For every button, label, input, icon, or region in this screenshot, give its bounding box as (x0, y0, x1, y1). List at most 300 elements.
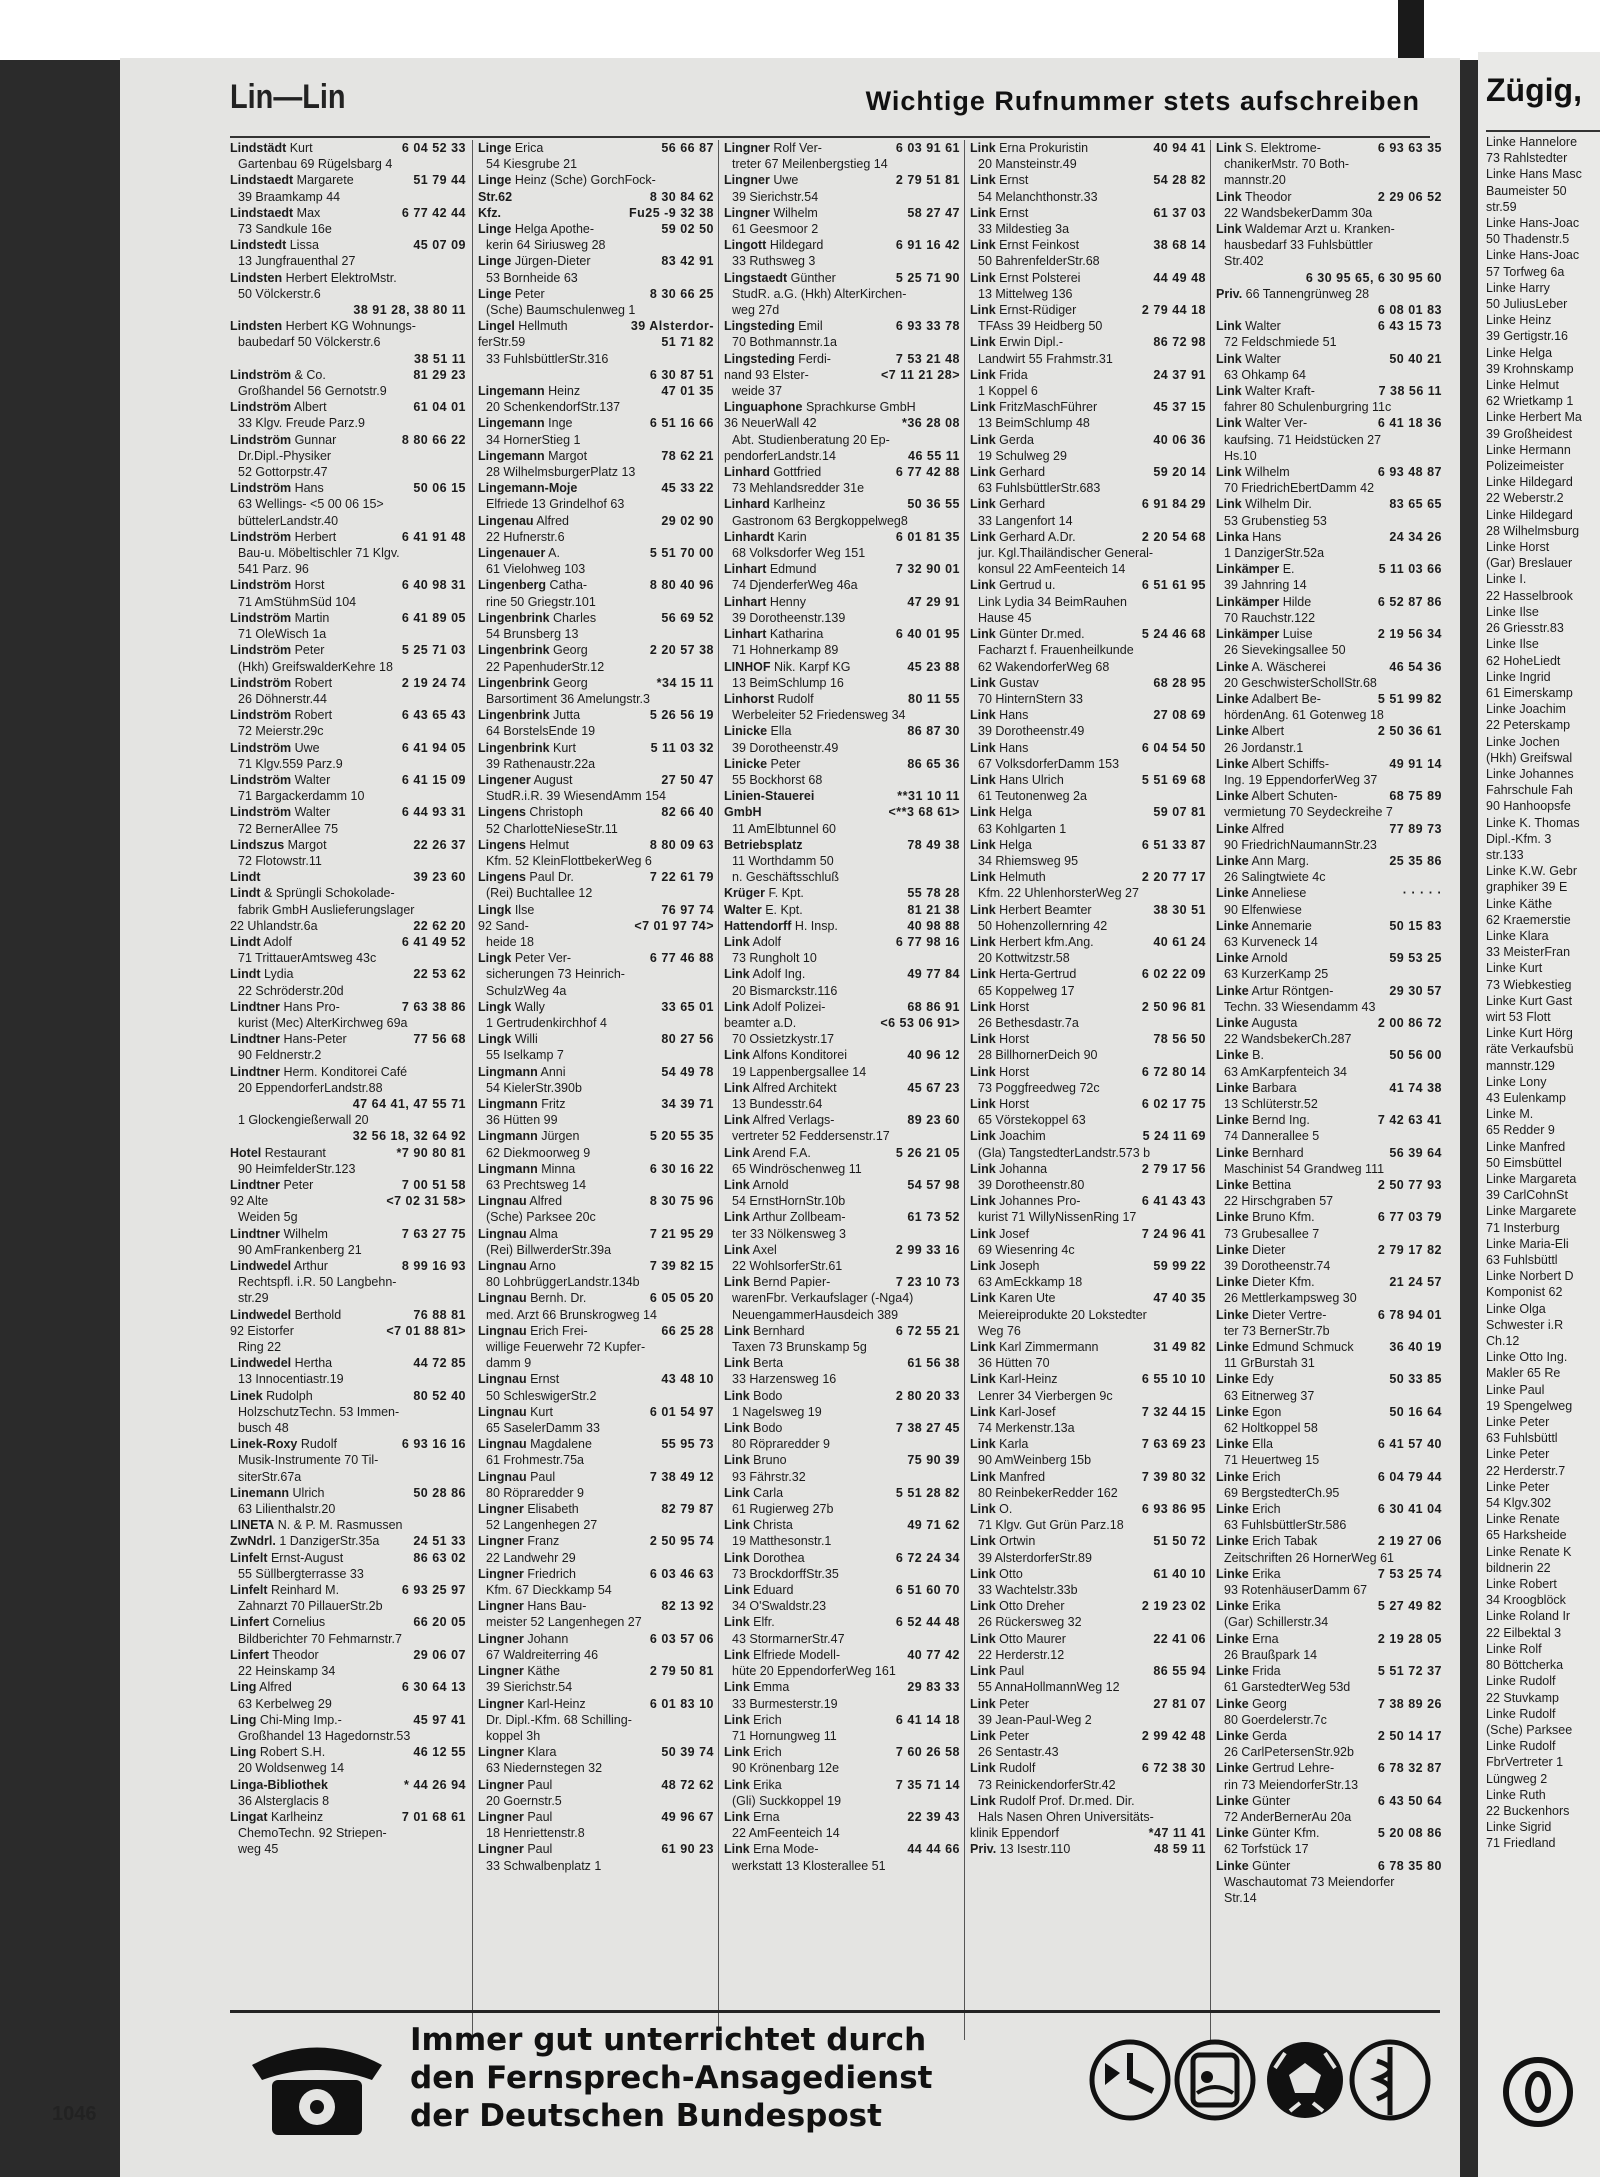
adjacent-page-line: 22 Herderstr.7 (1486, 1463, 1566, 1478)
entry-name: Lingnau Magdalene (478, 1437, 592, 1452)
entry-name: Link Herta-Gertrud (970, 967, 1077, 982)
entry-phone-number: 6 43 50 64 (1377, 1793, 1442, 1808)
entry-phone-number: 29 02 90 (661, 513, 714, 528)
directory-entry (230, 918, 466, 934)
entry-address: 22 WandsbekerCh.287 (1224, 1032, 1352, 1047)
entry-address: 63 Ohkamp 64 (1224, 367, 1306, 382)
entry-name: Link Walter Kraft- (1216, 384, 1315, 399)
adjacent-page-line: Linke Johannes (1486, 766, 1574, 781)
directory-entry (970, 367, 1206, 383)
entry-address: 67 VolksdorferDamm 153 (978, 756, 1120, 771)
adjacent-page-line: Linke Hermann (1486, 442, 1571, 457)
entry-name: Linke Egon (1216, 1404, 1282, 1419)
entry-address: (Hkh) GreifswalderKehre 18 (238, 659, 393, 674)
entry-name: Linhart Katharina (724, 627, 824, 642)
entry-phone-number: 7 53 21 48 (895, 351, 960, 366)
entry-name: Hattendorff H. Insp. (724, 918, 838, 933)
directory-entry (478, 950, 714, 966)
directory-entry (230, 1388, 466, 1404)
entry-name: Link Erna (724, 1809, 780, 1824)
entry-phone-number: <7 01 88 81> (386, 1323, 466, 1338)
adjacent-page-line: Linke Margareta (1486, 1172, 1577, 1186)
entry-phone-number: 8 99 16 93 (401, 1259, 466, 1274)
entry-phone-number: 6 44 93 31 (401, 805, 466, 820)
entry-phone-number: 61 04 01 (413, 400, 466, 415)
adjacent-page-line: Linke Margarete (1486, 1204, 1577, 1219)
entry-address: warenFbr. Verkaufslager (-Nga4) (732, 1291, 914, 1306)
entry-name: Lingner Elisabeth (478, 1502, 579, 1517)
directory-entry (478, 318, 714, 334)
entry-phone-number: 6 43 65 43 (401, 708, 466, 723)
entry-address: 50 SchleswigerStr.2 (486, 1388, 597, 1403)
entry-address: 22 Schröderstr.20d (238, 983, 344, 998)
directory-entry (230, 480, 466, 496)
entry-address: siterStr.67a (238, 1469, 302, 1484)
directory-entry (970, 399, 1206, 415)
entry-name: Linke Adalbert Be- (1216, 691, 1321, 706)
entry-name: Lingner Rolf Ver- (724, 141, 822, 155)
directory-entry (970, 902, 1206, 918)
directory-entry (970, 1469, 1206, 1485)
entry-address: StudR.i.R. 39 WiesendAmm 154 (486, 789, 666, 804)
entry-phone-number: 5 11 03 66 (1378, 562, 1442, 577)
entry-name: Lindström Albert (230, 400, 327, 415)
entry-name: Lingk Wally (478, 999, 545, 1014)
entry-phone-number: 6 40 98 31 (401, 578, 466, 593)
entry-name: Lindström Gunnar (230, 432, 337, 447)
directory-entry (478, 415, 714, 431)
entry-phone-number: 86 65 36 (907, 756, 960, 771)
entry-phone-number: 5 51 99 82 (1377, 691, 1442, 706)
directory-entry (724, 1744, 960, 1760)
directory-entry (724, 237, 960, 253)
directory-entry (478, 1258, 714, 1274)
adjacent-page-line: Linke Ingrid (1486, 669, 1551, 684)
entry-phone-number: 24 51 33 (413, 1534, 466, 1549)
entry-name: Lingner Klara (478, 1745, 557, 1760)
entry-address: 33 Langenfort 14 (978, 513, 1073, 528)
entry-phone-number: 22 39 43 (907, 1809, 960, 1824)
entry-phone-number: 6 41 94 05 (401, 740, 466, 755)
entry-name: Linka Hans (1216, 529, 1282, 544)
directory-entry (1216, 189, 1442, 205)
entry-phone-number: 6 41 43 43 (1141, 1194, 1206, 1209)
entry-name: Lingmann Fritz (478, 1096, 566, 1111)
entry-phone-number: 49 91 14 (1389, 756, 1442, 771)
entry-phone-number: 6 51 60 70 (895, 1583, 960, 1598)
adjacent-page-line: Linke Maria-Eli (1486, 1236, 1569, 1251)
entry-phone-number: 21 24 57 (1389, 1275, 1442, 1290)
entry-address: 73 Mehlandsredder 31e (732, 481, 865, 496)
entry-address: 34 Rhiemsweg 95 (978, 853, 1079, 868)
directory-entry (478, 1323, 714, 1339)
entry-address: (Rei) Buchtallee 12 (486, 886, 593, 901)
directory-entry (230, 140, 466, 156)
entry-address: NeuengammerHausdeich 389 (732, 1307, 899, 1322)
directory-entry (230, 1614, 466, 1630)
directory-column-4 (964, 140, 1206, 2040)
entry-phone-number: 6 55 10 10 (1141, 1372, 1206, 1387)
entry-address: 62 Holtkoppel 58 (1224, 1421, 1318, 1436)
entry-name: Lingenbrink Charles (478, 610, 597, 625)
entry-address: 63 Prechtsweg 14 (486, 1178, 587, 1192)
entry-phone-number: 77 89 73 (1389, 821, 1442, 836)
entry-address: Zahnarzt 70 PillauerStr.2b (238, 1599, 383, 1614)
directory-entry (970, 1841, 1206, 1857)
entry-address: 26 Rückersweg 32 (978, 1615, 1082, 1630)
directory-entry (230, 1744, 466, 1760)
directory-entry (1216, 885, 1442, 901)
directory-entry (478, 1744, 714, 1760)
directory-entry (478, 642, 714, 658)
directory-entry (230, 1550, 466, 1566)
entry-name: Lingk Ilse (478, 902, 535, 917)
entry-address: 63 FuhlsbüttlerStr.586 (1224, 1518, 1347, 1533)
entry-address: 54 Brunsberg 13 (486, 627, 579, 642)
entry-name: Lingner Friedrich (478, 1566, 576, 1581)
entry-phone-number: 5 26 21 05 (895, 1145, 960, 1160)
directory-entry (970, 1258, 1206, 1274)
adjacent-page-line: Linke Heinz (1486, 313, 1552, 328)
entry-phone-number: 39 Alsterdor- (630, 319, 714, 334)
entry-name: Lingnau Kurt (478, 1404, 554, 1419)
entry-name: Lingens Christoph (478, 805, 583, 820)
directory-entry (478, 772, 714, 788)
entry-name: Lingemann Inge (478, 416, 573, 431)
entry-address: 73 BrockdorffStr.35 (732, 1566, 839, 1581)
directory-entry (1216, 1371, 1442, 1387)
directory-entry (724, 756, 960, 772)
entry-name: Linhart Henny (724, 594, 806, 609)
directory-entry (478, 675, 714, 691)
entry-address: 22 WohlsorferStr.61 (732, 1259, 843, 1274)
entry-address: Zeitschriften 26 HornerWeg 61 (1224, 1550, 1394, 1565)
entry-address: 54 Kiesgrube 21 (486, 157, 578, 172)
entry-address: 20 GeschwisterSchollStr.68 (1224, 675, 1377, 690)
directory-entry (1216, 1209, 1442, 1225)
directory-entry (478, 172, 714, 188)
directory-entry (724, 270, 960, 286)
entry-phone-number: 6 04 79 44 (1377, 1469, 1442, 1484)
entry-address: (Sche) Baumschulenweg 1 (486, 303, 636, 318)
book-binding (1398, 0, 1424, 60)
entry-name: Lingener August (478, 772, 573, 787)
entry-name: Lingnau Arno (478, 1259, 556, 1274)
adjacent-page-line: Linke Hans-Joac (1486, 216, 1580, 231)
entry-phone-number: 81 29 23 (413, 367, 466, 382)
adjacent-page-line: Linke Hans Masc (1486, 167, 1582, 182)
adjacent-page-line: 90 Hanhoopsfe (1486, 799, 1571, 814)
entry-address: konsul 22 AmFeenteich 14 (978, 562, 1126, 577)
entry-address: 72 Meierstr.29c (238, 724, 324, 739)
entry-phone-number: 31 49 82 (1153, 1340, 1206, 1355)
directory-entry (478, 869, 714, 885)
directory-entry (230, 399, 466, 415)
directory-entry (1216, 1858, 1442, 1874)
entry-address: 36 Alsterglacis 8 (238, 1793, 330, 1808)
entry-address: 36 Hütten 99 (486, 1113, 558, 1128)
entry-name: Link Peter (970, 1728, 1030, 1743)
entry-name: Lindström Martin (230, 610, 330, 625)
entry-phone-number: 7 39 80 32 (1141, 1469, 1206, 1484)
directory-entry (724, 367, 960, 383)
entry-name: Linkämper Hilde (1216, 594, 1312, 609)
adjacent-page-line: Linke Kurt (1486, 961, 1543, 976)
entry-phone-number: 7 35 71 14 (895, 1777, 960, 1792)
entry-name: Link Horst (970, 1064, 1030, 1079)
entry-phone-number: 6 93 86 95 (1141, 1502, 1206, 1517)
entry-name: 36 NeuerWall 42 (724, 416, 817, 431)
entry-address: 39 Dorotheenstr.49 (978, 724, 1085, 739)
entry-name: Linke Alfred (1216, 821, 1285, 836)
entry-name: Lindsten Herbert ElektroMstr. (230, 270, 397, 285)
entry-name: Link S. Elektrome- (1216, 141, 1321, 155)
directory-entry (724, 934, 960, 950)
entry-address: 39 Sierichstr.54 (486, 1680, 573, 1695)
entry-name: Lingner Paul (478, 1777, 553, 1792)
directory-entry (230, 318, 466, 334)
directory-entry (724, 1388, 960, 1404)
entry-name: Link Emma (724, 1680, 790, 1695)
entry-name: Link Wilhelm Dir. (1216, 497, 1312, 512)
entry-name: Lindtner Hans-Peter (230, 1032, 347, 1047)
adjacent-page-line: (Sche) Parksee (1486, 1722, 1573, 1737)
entry-address: StudR. a.G. (Hkh) AlterKirchen- (732, 286, 907, 301)
entry-address: 43 StormarnerStr.47 (732, 1631, 845, 1646)
directory-entry (230, 966, 466, 982)
entry-address: 67 Waldreiterring 46 (486, 1647, 599, 1662)
entry-address: 541 Parz. 96 (238, 562, 309, 577)
directory-entry (970, 1696, 1206, 1712)
directory-entry (970, 1064, 1206, 1080)
entry-phone-number: 40 06 36 (1153, 432, 1206, 447)
entry-phone-number: 59 02 50 (661, 222, 714, 237)
directory-entry (230, 1145, 466, 1161)
directory-entry (230, 1582, 466, 1598)
entry-address: weg 45 (238, 1842, 279, 1857)
entry-address: Maschinist 54 Grandweg 111 (1224, 1161, 1385, 1176)
entry-phone-number: 7 63 69 23 (1141, 1437, 1206, 1452)
entry-address: 61 GarstedterWeg 53d (1224, 1680, 1351, 1695)
entry-address: 39 Sierichstr.54 (732, 189, 819, 204)
entry-name: Linke Ann Marg. (1216, 853, 1310, 868)
directory-entry (724, 1015, 960, 1031)
entry-name: Lindström Herbert (230, 529, 337, 544)
adjacent-page-line: 62 Kraemerstie (1486, 912, 1571, 927)
entry-address: 26 Jordanstr.1 (1224, 740, 1304, 755)
entry-phone-number: 50 16 64 (1389, 1404, 1442, 1419)
entry-phone-number: 27 50 47 (661, 772, 714, 787)
entry-phone-number: 76 97 74 (661, 902, 714, 917)
entry-name: Linemann Ulrich (230, 1485, 325, 1500)
directory-entry (1216, 723, 1442, 739)
directory-entry (1216, 1177, 1442, 1193)
directory-entry (970, 1031, 1206, 1047)
advertisement-line-3: der Deutschen Bundespost (410, 2098, 882, 2134)
entry-phone-number: 33 65 01 (661, 999, 714, 1014)
directory-entry (230, 837, 466, 853)
entry-phone-number: 78 56 50 (1153, 1032, 1206, 1047)
adjacent-page-line: str.59 (1486, 199, 1517, 214)
entry-name: Lindszus Margot (230, 837, 327, 852)
directory-entry (724, 999, 960, 1015)
adjacent-page-line: (Hkh) Greifswal (1486, 750, 1573, 765)
directory-entry (724, 561, 960, 577)
directory-entry (478, 253, 714, 269)
adjacent-page-line: Linke Otto Ing. (1486, 1350, 1568, 1365)
entry-phone-number: 75 90 39 (907, 1453, 960, 1468)
adjacent-page-line: 39 Großheidest (1486, 426, 1573, 441)
entry-phone-number: 66 25 28 (661, 1323, 714, 1338)
entry-address: koppel 3h (486, 1728, 541, 1743)
adjacent-page (1478, 52, 1600, 2177)
entry-address: 26 Bethesdastr.7a (978, 1015, 1079, 1030)
directory-entry (1216, 1307, 1442, 1323)
entry-address: 70 Ossietzkystr.17 (732, 1032, 835, 1047)
directory-page (120, 58, 1460, 2177)
directory-entry (724, 837, 960, 853)
entry-name: Link FritzMaschFührer (970, 400, 1098, 415)
directory-entry (230, 1177, 466, 1193)
entry-name: Linke Bruno Kfm. (1216, 1210, 1315, 1225)
adjacent-page-line: Linke Peter (1486, 1447, 1550, 1462)
adjacent-page-line: FbrVertreter 1 (1486, 1755, 1564, 1770)
entry-phone-number: 59 20 14 (1153, 465, 1206, 480)
entry-name: Link Bodo (724, 1421, 783, 1436)
entry-name: Linge Helga Apothe- (478, 222, 595, 237)
adjacent-page-line: graphiker 39 E (1486, 880, 1568, 895)
entry-phone-number: 48 72 62 (661, 1777, 714, 1792)
directory-entry (970, 804, 1206, 820)
entry-name: Linfelt Reinhard M. (230, 1583, 340, 1598)
entry-name: Lindström Hans (230, 481, 324, 496)
entry-name: Lingenau Alfred (478, 513, 569, 528)
entry-address: 62 Torfstück 17 (1224, 1842, 1309, 1857)
entry-name: Link Eduard (724, 1583, 794, 1598)
entry-address: 71 Bargackerdamm 10 (238, 789, 365, 804)
entry-name: Linga-Bibliothek (230, 1777, 328, 1792)
directory-entry (724, 659, 960, 675)
directory-entry (970, 869, 1206, 885)
entry-address: 73 Poggfreedweg 72c (978, 1080, 1100, 1095)
directory-entry (970, 1501, 1206, 1517)
adjacent-page-line: Linke Herbert Ma (1486, 410, 1582, 425)
entry-name (1216, 302, 1374, 318)
directory-entry (230, 1307, 466, 1323)
entry-phone-number: 86 63 02 (413, 1550, 466, 1565)
directory-entry (230, 1809, 466, 1825)
entry-name: Link Wilhelm (1216, 465, 1290, 480)
entry-phone-number: 6 77 42 44 (401, 205, 466, 220)
adjacent-page-line: Linke Renate (1486, 1512, 1560, 1527)
entry-name: Link Erna Prokuristin (970, 141, 1089, 155)
directory-entry (1216, 1015, 1442, 1031)
entry-phone-number: 50 06 15 (413, 481, 466, 496)
entry-phone-number: 47 01 35 (661, 384, 714, 399)
entry-address: Großhandel 13 Hagedornstr.53 (238, 1728, 411, 1743)
directory-entry (724, 723, 960, 739)
directory-entry (724, 1209, 960, 1225)
entry-phone-number: 6 52 44 48 (895, 1615, 960, 1630)
entry-phone-number: 51 79 44 (413, 173, 466, 188)
entry-phone-number: 6 93 25 97 (401, 1583, 466, 1598)
adjacent-page-line: Linke K.W. Gebr (1486, 864, 1578, 879)
entry-name: Lindt (230, 870, 261, 885)
entry-address: 50 Völckerstr.6 (238, 286, 321, 301)
directory-entry (724, 464, 960, 480)
entry-name: Linke Dieter Kfm. (1216, 1275, 1315, 1290)
adjacent-page-line: Linke Klara (1486, 928, 1549, 943)
entry-name: Lindt & Sprüngli Schokolade- (230, 886, 395, 901)
directory-entry (724, 918, 960, 934)
entry-address: 28 BillhornerDeich 90 (978, 1048, 1098, 1063)
directory-entry (478, 1809, 714, 1825)
entry-name: Linke Albert (1216, 724, 1285, 739)
entry-address: 61 Rugierweg 27b (732, 1502, 834, 1517)
entry-address: büttelerLandstr.40 (238, 513, 339, 528)
entry-name: Link Waldemar Arzt u. Kranken- (1216, 222, 1395, 237)
entry-address: (Gar) Schillerstr.34 (1224, 1615, 1329, 1630)
entry-phone-number: 6 04 52 33 (401, 141, 466, 155)
clock-icon (1092, 2042, 1168, 2118)
directory-entry (478, 577, 714, 593)
entry-phone-number: 40 61 24 (1153, 934, 1206, 949)
entry-name: Linke Georg (1216, 1696, 1287, 1711)
directory-entry (970, 237, 1206, 253)
entry-address: 69 BergstedterCh.95 (1224, 1485, 1340, 1500)
directory-entry (970, 1226, 1206, 1242)
entry-address: Barsortiment 36 Amelungstr.3 (486, 691, 650, 706)
entry-address: 20 Goernstr.5 (486, 1793, 562, 1808)
entry-name: Lindström Robert (230, 708, 333, 723)
entry-address: 22 Hufnerstr.6 (486, 529, 565, 544)
entry-name: Link Otto Maurer (970, 1631, 1066, 1646)
entry-phone-number: 2 50 95 74 (649, 1534, 714, 1549)
entry-phone-number: 7 22 61 79 (649, 870, 714, 885)
entry-address: Ing. 19 EppendorferWeg 37 (1224, 772, 1378, 787)
directory-entry (1216, 1825, 1442, 1841)
entry-address: 71 AmStühmSüd 104 (238, 594, 357, 609)
entry-address: 39 Dorotheenstr.74 (1224, 1259, 1331, 1274)
directory-entry (478, 1096, 714, 1112)
directory-entry (1216, 788, 1442, 804)
entry-address: med. Arzt 66 Brunskrogweg 14 (486, 1307, 657, 1322)
entry-name: Linek-Roxy Rudolf (230, 1437, 337, 1452)
entry-phone-number: 6 30 64 13 (401, 1680, 466, 1695)
advertisement-line-2: den Fernsprech-Ansagedienst (410, 2060, 933, 2096)
entry-phone-number: 59 99 22 (1153, 1259, 1206, 1274)
entry-name: Linfert Cornelius (230, 1615, 326, 1630)
entry-phone-number: 45 33 22 (661, 481, 714, 496)
entry-address: Link Lydia 34 BeimRauhen (978, 594, 1127, 609)
entry-name: 92 Eistorfer (230, 1323, 294, 1338)
directory-entry (478, 221, 714, 237)
entry-phone-number: 5 51 69 68 (1141, 772, 1206, 787)
entry-phone-number: 78 62 21 (661, 448, 714, 463)
entry-phone-number: 47 64 41, 47 55 71 (352, 1096, 466, 1111)
directory-entry (1216, 1501, 1442, 1517)
entry-address: busch 48 (238, 1421, 289, 1436)
entry-phone-number: *7 90 80 81 (396, 1145, 466, 1160)
adjacent-page-line: Baumeister 50 (1486, 183, 1567, 198)
directory-entry (970, 1728, 1206, 1744)
adjacent-page-line: 73 Wiebkestieg (1486, 977, 1572, 992)
entry-phone-number: 6 40 01 95 (895, 627, 960, 642)
directory-entry (230, 1193, 466, 1209)
entry-address: Hals Nasen Ohren Universitäts- (978, 1809, 1154, 1824)
directory-entry (478, 286, 714, 302)
entry-address: 34 O'Swaldstr.23 (732, 1599, 827, 1614)
